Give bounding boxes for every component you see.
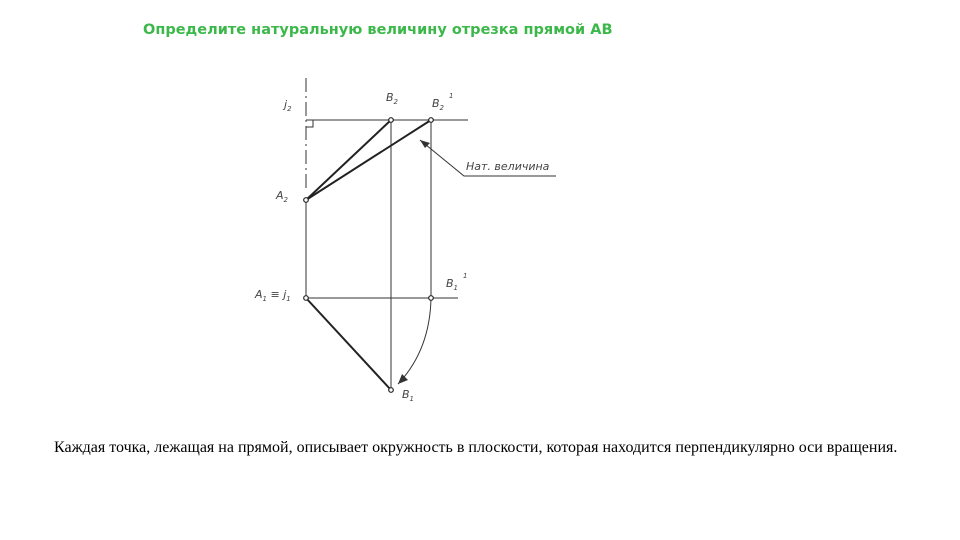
segment-a1-b1 xyxy=(306,298,391,390)
point-b1-rotated xyxy=(429,296,434,301)
point-b2 xyxy=(389,118,394,123)
caption-text: Каждая точка, лежащая на прямой, описывает окружность в плоскости, которая находится перпендикулярно оси вращения. xyxy=(54,439,898,456)
label-true-length: Нат. величина xyxy=(466,160,550,173)
label-b1: $B_1$ xyxy=(402,388,415,403)
segment-a2-b2-true xyxy=(306,120,431,200)
point-a1 xyxy=(304,296,309,301)
rotation-arc xyxy=(398,298,431,384)
label-a2: $A_2$ xyxy=(276,189,288,204)
point-a2 xyxy=(304,198,309,203)
label-b2: $B_2$ xyxy=(386,91,399,106)
point-b2-rotated xyxy=(429,118,434,123)
segment-a2-b2 xyxy=(306,120,391,200)
label-a1-j1: $A_1 \equiv j_1$ xyxy=(255,288,291,303)
label-b1-rotated: $B_1^1$ xyxy=(446,272,468,292)
arc-arrowhead xyxy=(398,374,408,384)
label-b2-rotated: $B_2^1$ xyxy=(432,92,454,112)
label-j2: $j_2$ xyxy=(284,98,292,113)
point-b1 xyxy=(389,388,394,393)
page-title: Определите натуральную величину отрезка прямой АВ xyxy=(143,22,613,38)
right-angle-mark xyxy=(306,120,313,127)
